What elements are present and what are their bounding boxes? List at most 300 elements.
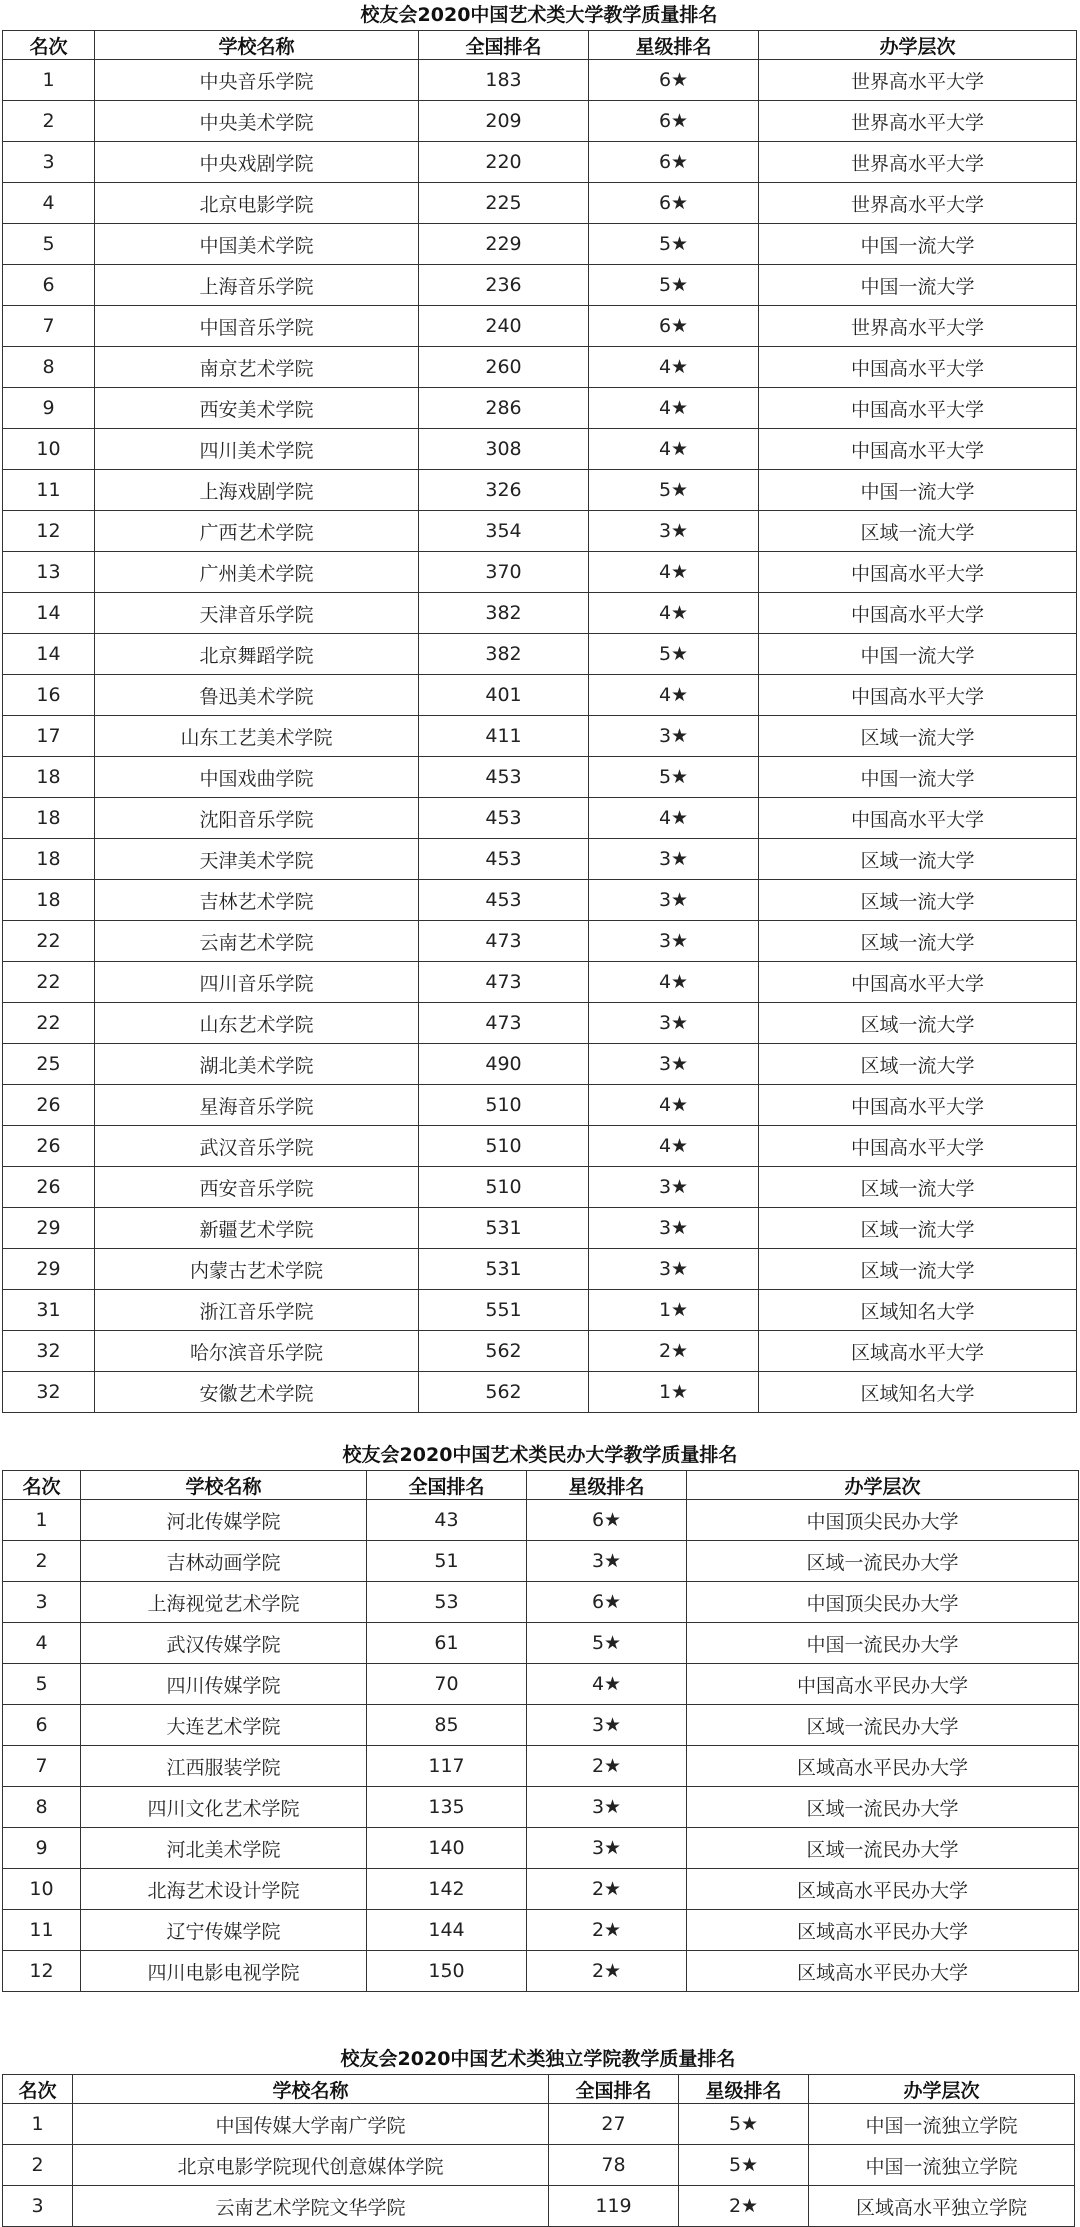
rank-cell: 1 bbox=[3, 60, 95, 101]
school-name-cell: 天津美术学院 bbox=[95, 839, 419, 880]
school-name-cell: 鲁迅美术学院 bbox=[95, 675, 419, 716]
national-rank-cell: 53 bbox=[367, 1582, 527, 1623]
rank-cell: 8 bbox=[3, 347, 95, 388]
school-name-cell: 北海艺术设计学院 bbox=[81, 1869, 367, 1910]
national-rank-cell: 70 bbox=[367, 1664, 527, 1705]
rank-cell: 3 bbox=[3, 2186, 73, 2227]
rank-cell: 8 bbox=[3, 1787, 81, 1828]
table-row bbox=[3, 2145, 1075, 2186]
star-rank-cell: 3★ bbox=[589, 1208, 759, 1249]
national-rank-cell: 453 bbox=[419, 798, 589, 839]
table-row bbox=[3, 1331, 1077, 1372]
table-row bbox=[3, 1167, 1077, 1208]
national-rank-cell: 510 bbox=[419, 1167, 589, 1208]
rank-cell: 2 bbox=[3, 101, 95, 142]
national-rank-cell: 135 bbox=[367, 1787, 527, 1828]
school-name-cell: 西安美术学院 bbox=[95, 388, 419, 429]
level-cell: 世界高水平大学 bbox=[759, 60, 1077, 101]
level-cell: 区域一流大学 bbox=[759, 839, 1077, 880]
level-cell: 区域一流大学 bbox=[759, 1208, 1077, 1249]
table-row bbox=[3, 1828, 1079, 1869]
national-rank-cell: 562 bbox=[419, 1331, 589, 1372]
rank-cell: 14 bbox=[3, 634, 95, 675]
school-name-cell: 中央音乐学院 bbox=[95, 60, 419, 101]
national-rank-cell: 453 bbox=[419, 880, 589, 921]
star-rank-cell: 3★ bbox=[589, 511, 759, 552]
school-name-cell: 湖北美术学院 bbox=[95, 1044, 419, 1085]
school-name-cell: 中国传媒大学南广学院 bbox=[73, 2104, 549, 2145]
school-name-cell: 云南艺术学院 bbox=[95, 921, 419, 962]
level-cell: 世界高水平大学 bbox=[759, 142, 1077, 183]
school-name-cell: 四川音乐学院 bbox=[95, 962, 419, 1003]
school-name-cell: 西安音乐学院 bbox=[95, 1167, 419, 1208]
star-rank-cell: 3★ bbox=[589, 1167, 759, 1208]
rank-cell: 22 bbox=[3, 921, 95, 962]
national-rank-cell: 85 bbox=[367, 1705, 527, 1746]
level-cell: 中国顶尖民办大学 bbox=[687, 1582, 1079, 1623]
rank-cell: 9 bbox=[3, 1828, 81, 1869]
school-name-cell: 中国美术学院 bbox=[95, 224, 419, 265]
level-cell: 区域一流大学 bbox=[759, 1044, 1077, 1085]
column-header-star-rank: 星级排名 bbox=[527, 1471, 687, 1500]
rank-cell: 9 bbox=[3, 388, 95, 429]
table-row bbox=[3, 1582, 1079, 1623]
rank-cell: 12 bbox=[3, 511, 95, 552]
school-name-cell: 四川传媒学院 bbox=[81, 1664, 367, 1705]
table-row bbox=[3, 1910, 1079, 1951]
rank-cell: 4 bbox=[3, 1623, 81, 1664]
table-header-row bbox=[3, 31, 1077, 60]
level-cell: 区域高水平民办大学 bbox=[687, 1746, 1079, 1787]
table-row bbox=[3, 347, 1077, 388]
rank-cell: 12 bbox=[3, 1951, 81, 1992]
column-header-national-rank: 全国排名 bbox=[367, 1471, 527, 1500]
column-header-star-rank: 星级排名 bbox=[589, 31, 759, 60]
table-row bbox=[3, 511, 1077, 552]
table-row bbox=[3, 1290, 1077, 1331]
rank-cell: 10 bbox=[3, 429, 95, 470]
level-cell: 区域一流大学 bbox=[759, 1003, 1077, 1044]
level-cell: 中国高水平大学 bbox=[759, 1126, 1077, 1167]
column-header-school-name: 学校名称 bbox=[73, 2075, 549, 2104]
rank-cell: 10 bbox=[3, 1869, 81, 1910]
national-rank-cell: 551 bbox=[419, 1290, 589, 1331]
level-cell: 中国一流大学 bbox=[759, 470, 1077, 511]
national-rank-cell: 236 bbox=[419, 265, 589, 306]
school-name-cell: 沈阳音乐学院 bbox=[95, 798, 419, 839]
school-name-cell: 武汉传媒学院 bbox=[81, 1623, 367, 1664]
national-rank-cell: 411 bbox=[419, 716, 589, 757]
table-row bbox=[3, 1951, 1079, 1992]
table-row bbox=[3, 839, 1077, 880]
national-rank-cell: 510 bbox=[419, 1085, 589, 1126]
level-cell: 区域一流民办大学 bbox=[687, 1787, 1079, 1828]
rank-cell: 14 bbox=[3, 593, 95, 634]
column-header-level: 办学层次 bbox=[809, 2075, 1075, 2104]
rank-cell: 6 bbox=[3, 1705, 81, 1746]
school-name-cell: 四川文化艺术学院 bbox=[81, 1787, 367, 1828]
star-rank-cell: 3★ bbox=[589, 1044, 759, 1085]
rank-cell: 4 bbox=[3, 183, 95, 224]
national-rank-cell: 78 bbox=[549, 2145, 679, 2186]
national-rank-cell: 453 bbox=[419, 757, 589, 798]
rank-cell: 18 bbox=[3, 880, 95, 921]
rank-cell: 32 bbox=[3, 1372, 95, 1413]
star-rank-cell: 4★ bbox=[589, 962, 759, 1003]
star-rank-cell: 5★ bbox=[589, 634, 759, 675]
rank-cell: 26 bbox=[3, 1167, 95, 1208]
national-rank-cell: 510 bbox=[419, 1126, 589, 1167]
column-header-star-rank: 星级排名 bbox=[679, 2075, 809, 2104]
national-rank-cell: 382 bbox=[419, 593, 589, 634]
level-cell: 区域一流大学 bbox=[759, 880, 1077, 921]
level-cell: 中国一流大学 bbox=[759, 634, 1077, 675]
level-cell: 区域高水平民办大学 bbox=[687, 1869, 1079, 1910]
level-cell: 区域一流民办大学 bbox=[687, 1541, 1079, 1582]
national-rank-cell: 490 bbox=[419, 1044, 589, 1085]
school-name-cell: 北京电影学院现代创意媒体学院 bbox=[73, 2145, 549, 2186]
star-rank-cell: 4★ bbox=[589, 798, 759, 839]
national-rank-cell: 220 bbox=[419, 142, 589, 183]
national-rank-cell: 370 bbox=[419, 552, 589, 593]
star-rank-cell: 2★ bbox=[527, 1910, 687, 1951]
level-cell: 中国一流民办大学 bbox=[687, 1623, 1079, 1664]
school-name-cell: 武汉音乐学院 bbox=[95, 1126, 419, 1167]
national-rank-cell: 453 bbox=[419, 839, 589, 880]
table-row bbox=[3, 552, 1077, 593]
star-rank-cell: 4★ bbox=[589, 388, 759, 429]
national-rank-cell: 61 bbox=[367, 1623, 527, 1664]
level-cell: 中国高水平民办大学 bbox=[687, 1664, 1079, 1705]
school-name-cell: 山东工艺美术学院 bbox=[95, 716, 419, 757]
level-cell: 中国高水平大学 bbox=[759, 388, 1077, 429]
table-row bbox=[3, 1085, 1077, 1126]
star-rank-cell: 4★ bbox=[589, 552, 759, 593]
school-name-cell: 四川美术学院 bbox=[95, 429, 419, 470]
national-rank-cell: 531 bbox=[419, 1208, 589, 1249]
star-rank-cell: 5★ bbox=[589, 757, 759, 798]
table-row bbox=[3, 880, 1077, 921]
national-rank-cell: 531 bbox=[419, 1249, 589, 1290]
school-name-cell: 吉林动画学院 bbox=[81, 1541, 367, 1582]
school-name-cell: 中国音乐学院 bbox=[95, 306, 419, 347]
section-title: 校友会2020中国艺术类大学教学质量排名 bbox=[360, 4, 718, 26]
rank-cell: 22 bbox=[3, 962, 95, 1003]
level-cell: 中国高水平大学 bbox=[759, 593, 1077, 634]
table-row bbox=[3, 1249, 1077, 1290]
level-cell: 区域一流大学 bbox=[759, 511, 1077, 552]
national-rank-cell: 240 bbox=[419, 306, 589, 347]
level-cell: 区域一流大学 bbox=[759, 1249, 1077, 1290]
table-row bbox=[3, 1746, 1079, 1787]
school-name-cell: 上海音乐学院 bbox=[95, 265, 419, 306]
rank-cell: 16 bbox=[3, 675, 95, 716]
table-row bbox=[3, 2186, 1075, 2227]
star-rank-cell: 3★ bbox=[589, 716, 759, 757]
rank-cell: 22 bbox=[3, 1003, 95, 1044]
school-name-cell: 上海戏剧学院 bbox=[95, 470, 419, 511]
rank-cell: 5 bbox=[3, 1664, 81, 1705]
star-rank-cell: 3★ bbox=[527, 1828, 687, 1869]
star-rank-cell: 4★ bbox=[589, 593, 759, 634]
rank-cell: 13 bbox=[3, 552, 95, 593]
national-rank-cell: 225 bbox=[419, 183, 589, 224]
school-name-cell: 哈尔滨音乐学院 bbox=[95, 1331, 419, 1372]
school-name-cell: 广州美术学院 bbox=[95, 552, 419, 593]
star-rank-cell: 6★ bbox=[589, 60, 759, 101]
school-name-cell: 北京电影学院 bbox=[95, 183, 419, 224]
table-row bbox=[3, 1044, 1077, 1085]
level-cell: 区域高水平独立学院 bbox=[809, 2186, 1075, 2227]
school-name-cell: 中国戏曲学院 bbox=[95, 757, 419, 798]
table-row bbox=[3, 1869, 1079, 1910]
ranking-table bbox=[2, 1470, 1079, 1992]
table-row bbox=[3, 1003, 1077, 1044]
table-row bbox=[3, 1664, 1079, 1705]
national-rank-cell: 43 bbox=[367, 1500, 527, 1541]
national-rank-cell: 140 bbox=[367, 1828, 527, 1869]
table-row bbox=[3, 1705, 1079, 1746]
level-cell: 中国高水平大学 bbox=[759, 798, 1077, 839]
level-cell: 中国高水平大学 bbox=[759, 347, 1077, 388]
star-rank-cell: 2★ bbox=[679, 2186, 809, 2227]
star-rank-cell: 5★ bbox=[679, 2104, 809, 2145]
school-name-cell: 浙江音乐学院 bbox=[95, 1290, 419, 1331]
table-row bbox=[3, 1208, 1077, 1249]
rank-cell: 3 bbox=[3, 142, 95, 183]
rank-cell: 1 bbox=[3, 2104, 73, 2145]
star-rank-cell: 2★ bbox=[527, 1746, 687, 1787]
star-rank-cell: 5★ bbox=[589, 265, 759, 306]
table-row bbox=[3, 1623, 1079, 1664]
national-rank-cell: 473 bbox=[419, 1003, 589, 1044]
star-rank-cell: 2★ bbox=[589, 1331, 759, 1372]
national-rank-cell: 183 bbox=[419, 60, 589, 101]
national-rank-cell: 27 bbox=[549, 2104, 679, 2145]
column-header-national-rank: 全国排名 bbox=[419, 31, 589, 60]
rank-cell: 2 bbox=[3, 2145, 73, 2186]
star-rank-cell: 3★ bbox=[527, 1787, 687, 1828]
level-cell: 中国一流大学 bbox=[759, 224, 1077, 265]
level-cell: 区域高水平大学 bbox=[759, 1331, 1077, 1372]
school-name-cell: 辽宁传媒学院 bbox=[81, 1910, 367, 1951]
star-rank-cell: 6★ bbox=[589, 142, 759, 183]
star-rank-cell: 6★ bbox=[589, 101, 759, 142]
national-rank-cell: 229 bbox=[419, 224, 589, 265]
school-name-cell: 内蒙古艺术学院 bbox=[95, 1249, 419, 1290]
national-rank-cell: 326 bbox=[419, 470, 589, 511]
rank-cell: 29 bbox=[3, 1208, 95, 1249]
star-rank-cell: 4★ bbox=[589, 347, 759, 388]
column-header-rank: 名次 bbox=[3, 2075, 73, 2104]
table-header-row bbox=[3, 2075, 1075, 2104]
rank-cell: 18 bbox=[3, 798, 95, 839]
rank-cell: 29 bbox=[3, 1249, 95, 1290]
school-name-cell: 中央美术学院 bbox=[95, 101, 419, 142]
school-name-cell: 河北传媒学院 bbox=[81, 1500, 367, 1541]
star-rank-cell: 3★ bbox=[527, 1705, 687, 1746]
table-row bbox=[3, 1500, 1079, 1541]
level-cell: 中国高水平大学 bbox=[759, 429, 1077, 470]
level-cell: 中国一流独立学院 bbox=[809, 2145, 1075, 2186]
national-rank-cell: 117 bbox=[367, 1746, 527, 1787]
national-rank-cell: 144 bbox=[367, 1910, 527, 1951]
level-cell: 中国高水平大学 bbox=[759, 552, 1077, 593]
rank-cell: 11 bbox=[3, 470, 95, 511]
table-row bbox=[3, 798, 1077, 839]
level-cell: 中国顶尖民办大学 bbox=[687, 1500, 1079, 1541]
national-rank-cell: 142 bbox=[367, 1869, 527, 1910]
national-rank-cell: 354 bbox=[419, 511, 589, 552]
level-cell: 世界高水平大学 bbox=[759, 101, 1077, 142]
star-rank-cell: 6★ bbox=[527, 1582, 687, 1623]
table-row bbox=[3, 716, 1077, 757]
level-cell: 世界高水平大学 bbox=[759, 306, 1077, 347]
table-row bbox=[3, 634, 1077, 675]
table-row bbox=[3, 429, 1077, 470]
national-rank-cell: 473 bbox=[419, 962, 589, 1003]
ranking-section-3 bbox=[0, 2044, 1080, 2219]
school-name-cell: 四川电影电视学院 bbox=[81, 1951, 367, 1992]
star-rank-cell: 6★ bbox=[589, 183, 759, 224]
ranking-table bbox=[2, 30, 1077, 1413]
school-name-cell: 云南艺术学院文华学院 bbox=[73, 2186, 549, 2227]
school-name-cell: 天津音乐学院 bbox=[95, 593, 419, 634]
star-rank-cell: 3★ bbox=[589, 1003, 759, 1044]
star-rank-cell: 3★ bbox=[589, 921, 759, 962]
table-row bbox=[3, 921, 1077, 962]
table-row bbox=[3, 60, 1077, 101]
table-row bbox=[3, 142, 1077, 183]
star-rank-cell: 4★ bbox=[589, 675, 759, 716]
table-row bbox=[3, 675, 1077, 716]
rank-cell: 26 bbox=[3, 1085, 95, 1126]
rank-cell: 7 bbox=[3, 306, 95, 347]
star-rank-cell: 5★ bbox=[589, 224, 759, 265]
table-row bbox=[3, 388, 1077, 429]
level-cell: 区域一流大学 bbox=[759, 1167, 1077, 1208]
level-cell: 区域一流民办大学 bbox=[687, 1828, 1079, 1869]
rank-cell: 6 bbox=[3, 265, 95, 306]
star-rank-cell: 5★ bbox=[589, 470, 759, 511]
table-row bbox=[3, 183, 1077, 224]
school-name-cell: 新疆艺术学院 bbox=[95, 1208, 419, 1249]
level-cell: 中国一流大学 bbox=[759, 265, 1077, 306]
star-rank-cell: 4★ bbox=[589, 1085, 759, 1126]
rank-cell: 5 bbox=[3, 224, 95, 265]
level-cell: 区域知名大学 bbox=[759, 1290, 1077, 1331]
star-rank-cell: 5★ bbox=[527, 1623, 687, 1664]
school-name-cell: 江西服装学院 bbox=[81, 1746, 367, 1787]
star-rank-cell: 4★ bbox=[589, 1126, 759, 1167]
column-header-level: 办学层次 bbox=[759, 31, 1077, 60]
level-cell: 中国一流大学 bbox=[759, 757, 1077, 798]
column-header-rank: 名次 bbox=[3, 31, 95, 60]
table-row bbox=[3, 593, 1077, 634]
national-rank-cell: 562 bbox=[419, 1372, 589, 1413]
level-cell: 区域一流民办大学 bbox=[687, 1705, 1079, 1746]
level-cell: 区域高水平民办大学 bbox=[687, 1910, 1079, 1951]
star-rank-cell: 1★ bbox=[589, 1290, 759, 1331]
school-name-cell: 河北美术学院 bbox=[81, 1828, 367, 1869]
school-name-cell: 中央戏剧学院 bbox=[95, 142, 419, 183]
rank-cell: 25 bbox=[3, 1044, 95, 1085]
ranking-table bbox=[2, 2074, 1075, 2227]
rank-cell: 2 bbox=[3, 1541, 81, 1582]
star-rank-cell: 4★ bbox=[589, 429, 759, 470]
school-name-cell: 星海音乐学院 bbox=[95, 1085, 419, 1126]
national-rank-cell: 119 bbox=[549, 2186, 679, 2227]
section-title: 校友会2020中国艺术类独立学院教学质量排名 bbox=[340, 2048, 736, 2070]
column-header-school-name: 学校名称 bbox=[81, 1471, 367, 1500]
level-cell: 中国高水平大学 bbox=[759, 675, 1077, 716]
star-rank-cell: 4★ bbox=[527, 1664, 687, 1705]
star-rank-cell: 2★ bbox=[527, 1951, 687, 1992]
national-rank-cell: 308 bbox=[419, 429, 589, 470]
rank-cell: 17 bbox=[3, 716, 95, 757]
level-cell: 区域高水平民办大学 bbox=[687, 1951, 1079, 1992]
table-row bbox=[3, 1787, 1079, 1828]
table-row bbox=[3, 224, 1077, 265]
table-header-row bbox=[3, 1471, 1079, 1500]
school-name-cell: 吉林艺术学院 bbox=[95, 880, 419, 921]
school-name-cell: 山东艺术学院 bbox=[95, 1003, 419, 1044]
national-rank-cell: 382 bbox=[419, 634, 589, 675]
level-cell: 中国一流独立学院 bbox=[809, 2104, 1075, 2145]
school-name-cell: 大连艺术学院 bbox=[81, 1705, 367, 1746]
level-cell: 中国高水平大学 bbox=[759, 1085, 1077, 1126]
school-name-cell: 广西艺术学院 bbox=[95, 511, 419, 552]
table-row bbox=[3, 757, 1077, 798]
level-cell: 区域知名大学 bbox=[759, 1372, 1077, 1413]
table-row bbox=[3, 306, 1077, 347]
school-name-cell: 北京舞蹈学院 bbox=[95, 634, 419, 675]
level-cell: 中国高水平大学 bbox=[759, 962, 1077, 1003]
rank-cell: 18 bbox=[3, 757, 95, 798]
national-rank-cell: 51 bbox=[367, 1541, 527, 1582]
star-rank-cell: 3★ bbox=[589, 1249, 759, 1290]
school-name-cell: 安徽艺术学院 bbox=[95, 1372, 419, 1413]
national-rank-cell: 286 bbox=[419, 388, 589, 429]
column-header-rank: 名次 bbox=[3, 1471, 81, 1500]
star-rank-cell: 3★ bbox=[589, 880, 759, 921]
star-rank-cell: 1★ bbox=[589, 1372, 759, 1413]
school-name-cell: 上海视觉艺术学院 bbox=[81, 1582, 367, 1623]
table-row bbox=[3, 1126, 1077, 1167]
rank-cell: 1 bbox=[3, 1500, 81, 1541]
national-rank-cell: 260 bbox=[419, 347, 589, 388]
column-header-national-rank: 全国排名 bbox=[549, 2075, 679, 2104]
rank-cell: 11 bbox=[3, 1910, 81, 1951]
rank-cell: 31 bbox=[3, 1290, 95, 1331]
rank-cell: 3 bbox=[3, 1582, 81, 1623]
star-rank-cell: 5★ bbox=[679, 2145, 809, 2186]
table-row bbox=[3, 1541, 1079, 1582]
national-rank-cell: 150 bbox=[367, 1951, 527, 1992]
national-rank-cell: 473 bbox=[419, 921, 589, 962]
star-rank-cell: 6★ bbox=[589, 306, 759, 347]
rank-cell: 32 bbox=[3, 1331, 95, 1372]
column-header-level: 办学层次 bbox=[687, 1471, 1079, 1500]
table-row bbox=[3, 265, 1077, 306]
ranking-section-2 bbox=[0, 1440, 1080, 1984]
star-rank-cell: 3★ bbox=[589, 839, 759, 880]
section-title: 校友会2020中国艺术类民办大学教学质量排名 bbox=[342, 1444, 738, 1466]
column-header-school-name: 学校名称 bbox=[95, 31, 419, 60]
table-row bbox=[3, 2104, 1075, 2145]
table-row bbox=[3, 962, 1077, 1003]
level-cell: 区域一流大学 bbox=[759, 716, 1077, 757]
